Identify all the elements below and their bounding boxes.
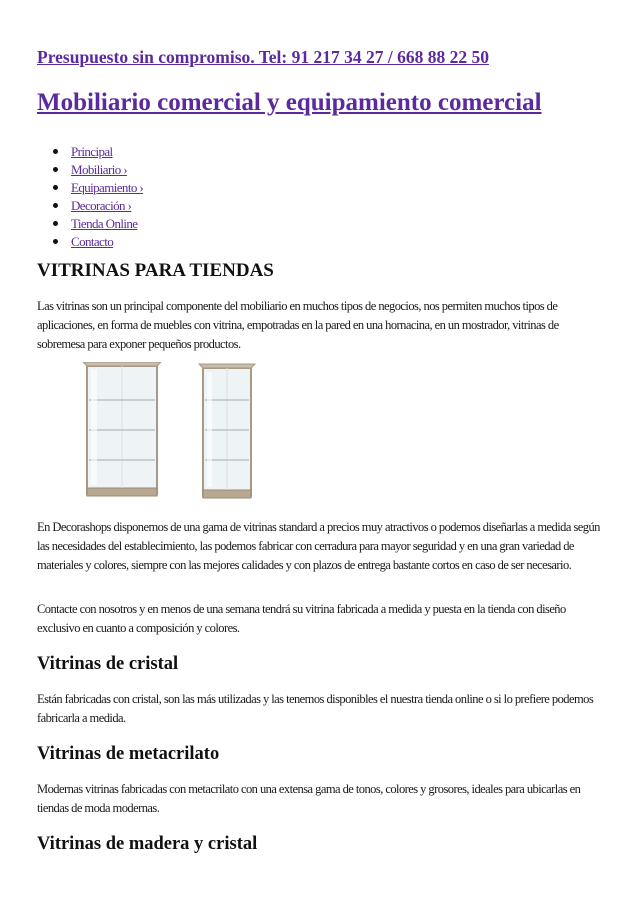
nav-link-decoracion[interactable]: Decoración › [71, 198, 132, 213]
bullet-icon [53, 185, 58, 190]
bullet-icon [53, 167, 58, 172]
section-text-cristal: Están fabricadas con cristal, son las más utilizadas y las tenemos disponibles el nuestra tienda online o si lo prefiere podemos fabricarla a medida. [37, 692, 594, 725]
nav-item-contacto [37, 233, 143, 251]
site-title-link[interactable]: Mobiliario comercial y equipamiento comercial [37, 89, 542, 116]
nav-link-tienda-online[interactable]: Tienda Online [71, 216, 138, 231]
bullet-icon [53, 221, 58, 226]
nav-item-mobiliario [37, 161, 143, 179]
nav-item-tienda-online [37, 215, 143, 233]
contact-paragraph: Contacte con nosotros y en menos de una semana tendrá su vitrina fabricada a medida y puesta en la tienda con diseño exclusivo en cuanto a composición y colores. [37, 602, 566, 635]
bullet-icon [53, 149, 58, 154]
bullet-icon [53, 203, 58, 208]
nav-link-principal[interactable]: Principal [71, 144, 113, 159]
section-text-metacrilato: Modernas vitrinas fabricadas con metacrilato con una extensa gama de tonos, colores y grosores, ideales para ubicarlas en tiendas de moda modernas. [37, 782, 581, 815]
nav-item-principal [37, 143, 143, 161]
display-cabinets-image [81, 362, 301, 502]
phone-quote-link[interactable]: Presupuesto sin compromiso. Tel: 91 217 34 27 / 668 88 22 50 [37, 47, 489, 67]
main-navigation [37, 143, 143, 251]
nav-link-mobiliario[interactable]: Mobiliario › [71, 162, 127, 177]
description-paragraph: En Decorashops disponemos de una gama de vitrinas standard a precios muy atractivos o podemos diseñarlas a medida según las necesidades del establecimiento, las podemos fabricar con cerradura para mayor seguridad y en una gran variedad de materiales y colores, siempre con las mejores calidades y con plazos de entrega bastante cortos en caso de ser necesario. [37, 520, 600, 572]
section-heading-cristal: Vitrinas de cristal [37, 654, 179, 674]
section-heading-metacrilato: Vitrinas de metacrilato [37, 744, 220, 764]
glass-cabinet-left [83, 362, 161, 496]
nav-link-equipamiento[interactable]: Equipamiento › [71, 180, 144, 195]
nav-item-decoracion [37, 197, 143, 215]
bullet-icon [53, 239, 58, 244]
intro-paragraph: Las vitrinas son un principal componente del mobiliario en muchos tipos de negocios, nos permiten muchos tipos de aplicaciones, en forma de muebles con vitrina, empotradas en la pared en una hornacina, en un mostrador, vitrinas de sobremesa para exponer pequeños productos. [37, 299, 559, 351]
nav-link-contacto[interactable]: Contacto [71, 234, 114, 249]
section-heading-madera: Vitrinas de madera y cristal [37, 834, 258, 854]
article-heading: VITRINAS PARA TIENDAS [37, 260, 274, 281]
glass-cabinet-right [199, 364, 255, 498]
nav-item-equipamiento [37, 179, 143, 197]
